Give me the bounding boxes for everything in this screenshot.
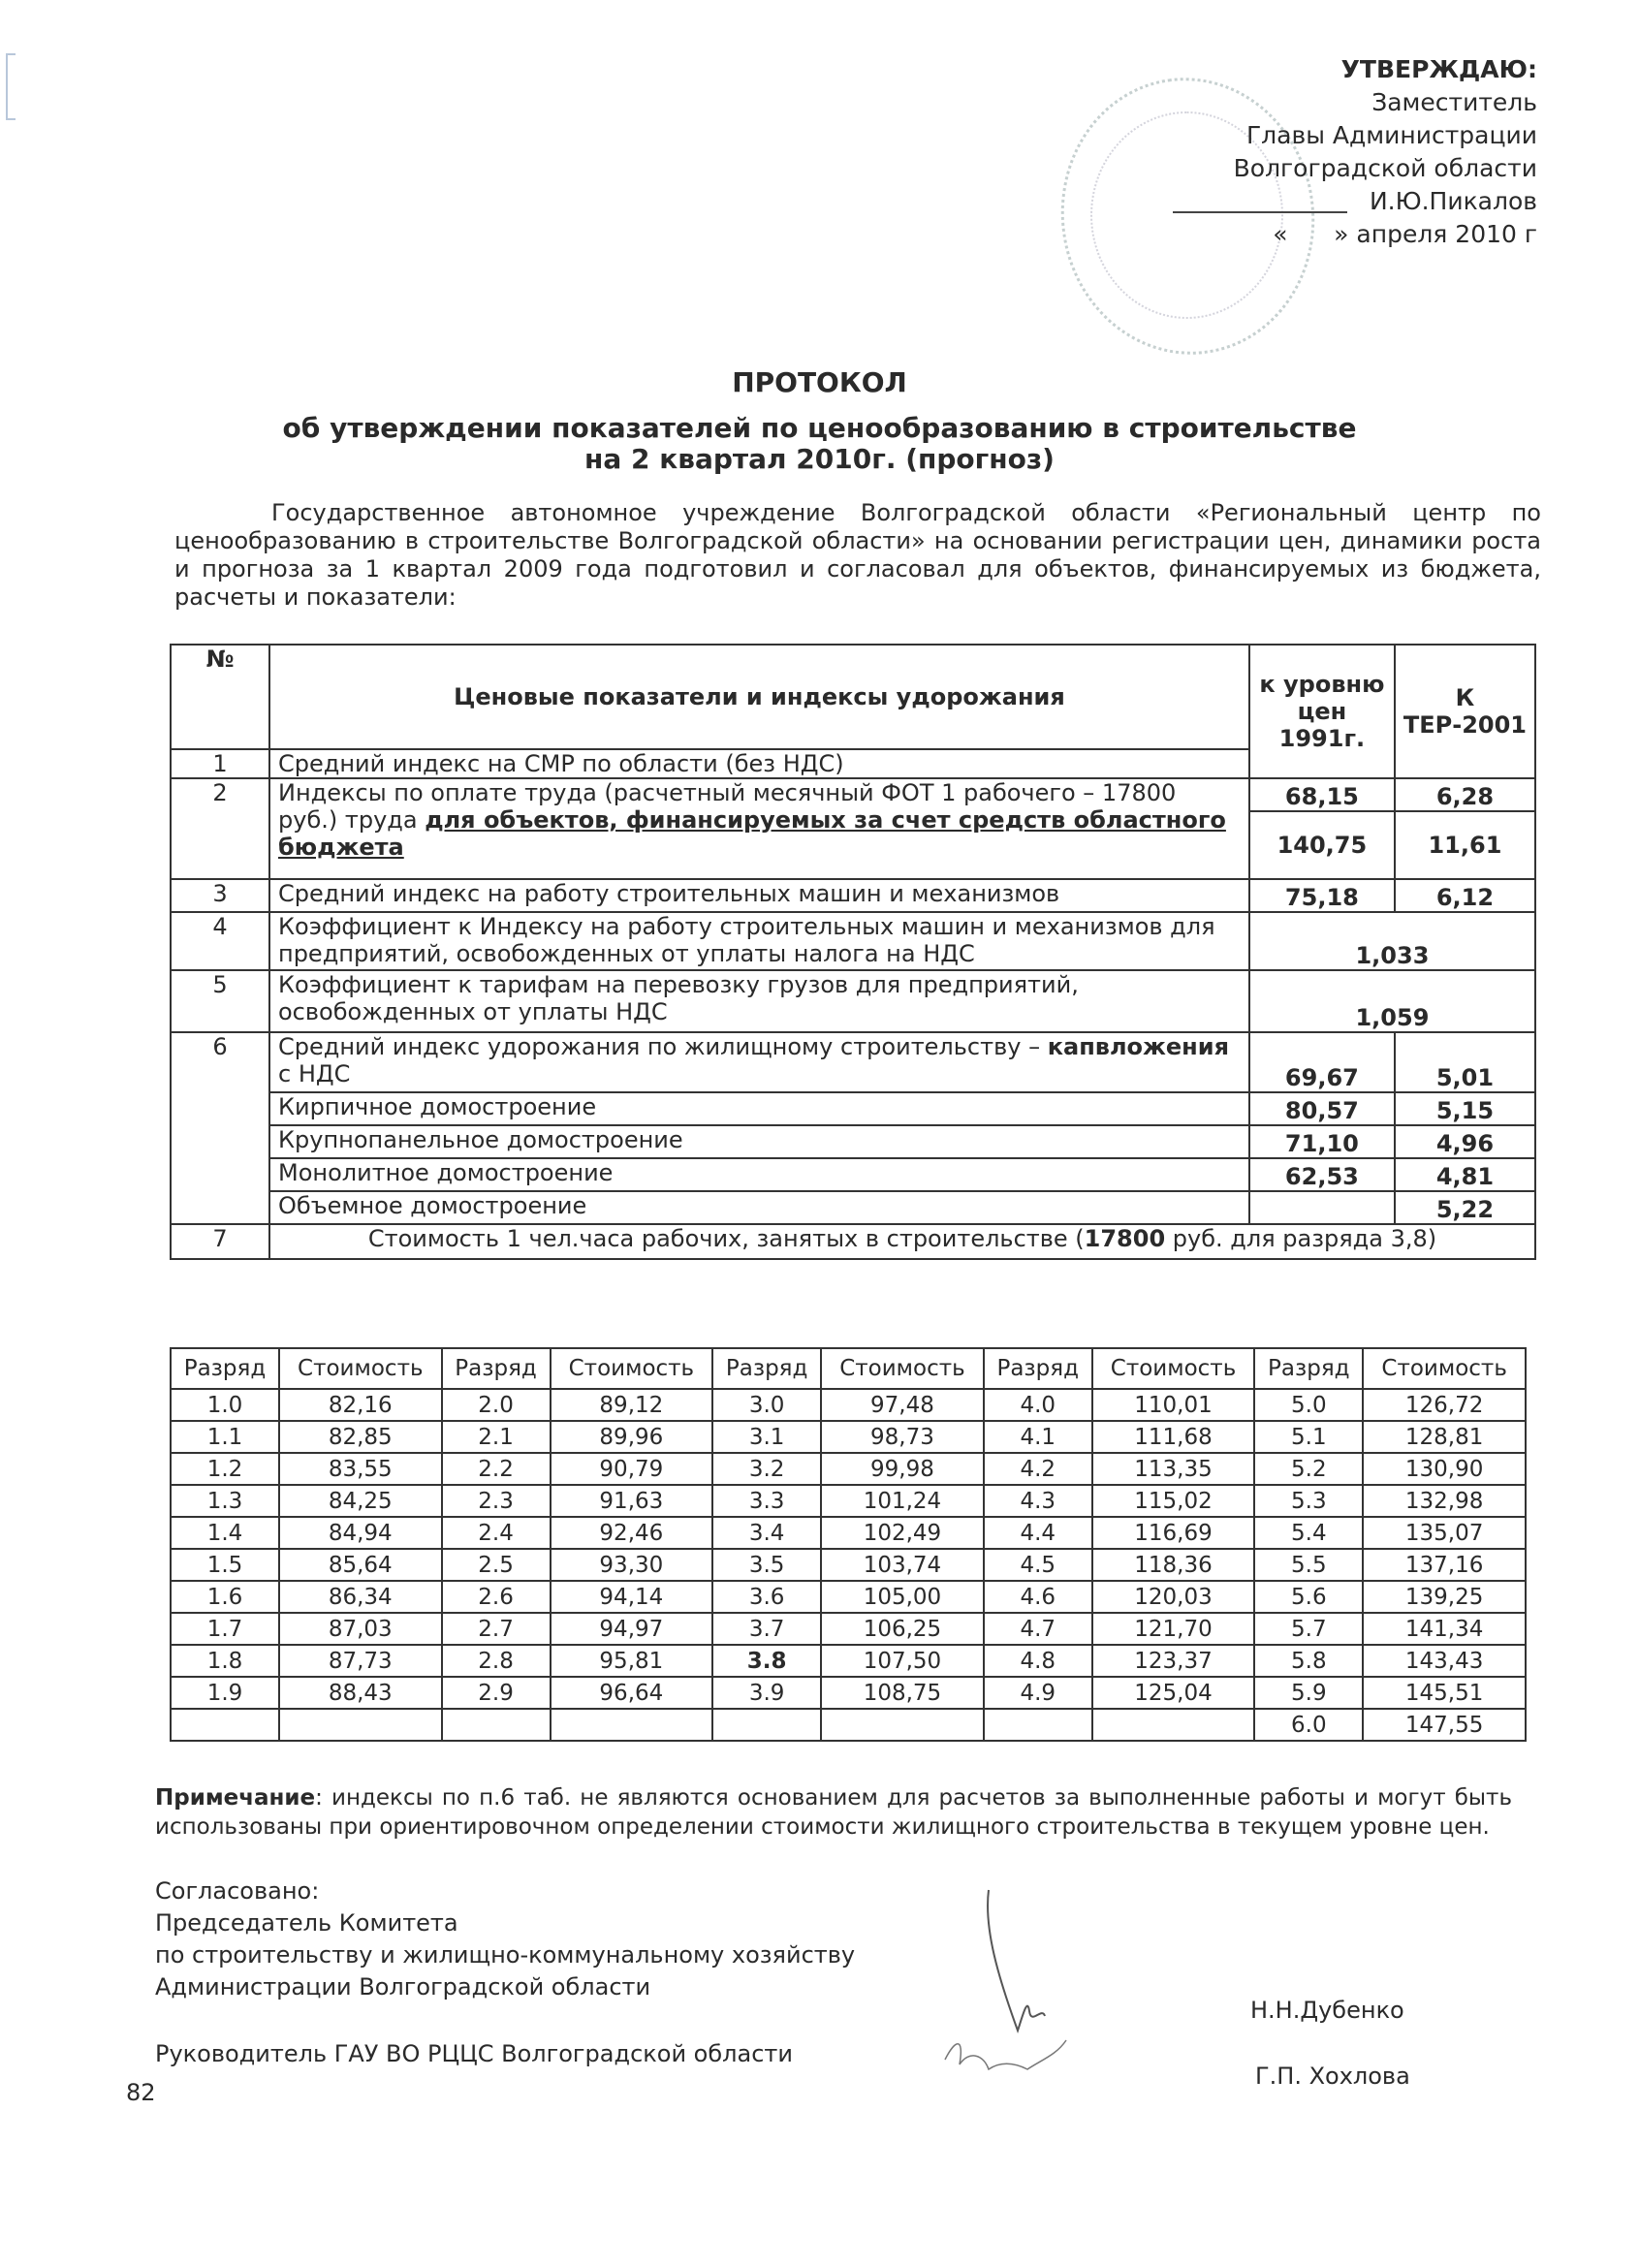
cost-cell bbox=[551, 1709, 713, 1741]
grade-cell bbox=[712, 1709, 821, 1741]
grade-cell: 6.0 bbox=[1254, 1709, 1363, 1741]
subrow-text: Монолитное домостроение bbox=[269, 1158, 1249, 1191]
grade-cell: 5.2 bbox=[1254, 1453, 1363, 1485]
cost-cell: 94,97 bbox=[551, 1613, 713, 1645]
cost-cell: 99,98 bbox=[821, 1453, 984, 1485]
grade-cell: 2.1 bbox=[442, 1421, 551, 1453]
value-ter2001: 5,01 bbox=[1395, 1032, 1535, 1092]
table-subrow bbox=[171, 1191, 1535, 1224]
wage-row bbox=[171, 1389, 1526, 1421]
grade-cell: 4.9 bbox=[984, 1677, 1092, 1709]
cost-cell: 105,00 bbox=[821, 1581, 984, 1613]
grade-cell: 3.5 bbox=[712, 1549, 821, 1581]
value-1991: 69,67 bbox=[1249, 1032, 1395, 1092]
cost-cell: 96,64 bbox=[551, 1677, 713, 1709]
grade-cell: 2.4 bbox=[442, 1517, 551, 1549]
cost-cell: 87,03 bbox=[279, 1613, 442, 1645]
cost-cell: 116,69 bbox=[1092, 1517, 1255, 1549]
wage-row bbox=[171, 1677, 1526, 1709]
grade-cell: 3.0 bbox=[712, 1389, 821, 1421]
scan-bracket-mark bbox=[6, 53, 16, 120]
agreed-label: Согласовано: bbox=[155, 1877, 320, 1905]
subrow-text: Кирпичное домостроение bbox=[269, 1092, 1249, 1125]
grade-cell: 2.7 bbox=[442, 1613, 551, 1645]
approval-line: Волгоградской области bbox=[1233, 154, 1537, 182]
cost-cell: 143,43 bbox=[1363, 1645, 1526, 1677]
grade-cell: 1.3 bbox=[171, 1485, 279, 1517]
cost-cell: 86,34 bbox=[279, 1581, 442, 1613]
wage-row bbox=[171, 1549, 1526, 1581]
grade-cell bbox=[171, 1709, 279, 1741]
grade-cell: 2.8 bbox=[442, 1645, 551, 1677]
wage-row bbox=[171, 1613, 1526, 1645]
row-text bbox=[269, 778, 1249, 879]
subrow-text: Объемное домостроение bbox=[269, 1191, 1249, 1224]
cost-cell: 126,72 bbox=[1363, 1389, 1526, 1421]
value-1991: 140,75 bbox=[1249, 811, 1395, 879]
table-header-row bbox=[171, 645, 1535, 749]
approval-heading: УТВЕРЖДАЮ: bbox=[1340, 55, 1537, 83]
cost-cell: 125,04 bbox=[1092, 1677, 1255, 1709]
cost-cell: 93,30 bbox=[551, 1549, 713, 1581]
grade-cell: 3.6 bbox=[712, 1581, 821, 1613]
note-text: : индексы по п.6 таб. не являются основанием для расчетов за выполненные работы и могут быть использованы при ориентировочном определении стоимости жилищного строительства в текущем уровне цен. bbox=[155, 1785, 1512, 1840]
table-row bbox=[171, 1032, 1535, 1092]
header-cost: Стоимость bbox=[1363, 1348, 1526, 1389]
cost-cell: 107,50 bbox=[821, 1645, 984, 1677]
value-1991: 68,15 bbox=[1249, 778, 1395, 811]
head-title: Руководитель ГАУ ВО РЦЦС Волгоградской области bbox=[155, 2040, 793, 2067]
grade-cell: 5.3 bbox=[1254, 1485, 1363, 1517]
cost-cell: 111,68 bbox=[1092, 1421, 1255, 1453]
cost-cell: 97,48 bbox=[821, 1389, 984, 1421]
row-number: 5 bbox=[171, 970, 269, 1032]
grade-cell: 5.6 bbox=[1254, 1581, 1363, 1613]
cost-cell: 101,24 bbox=[821, 1485, 984, 1517]
grade-cell: 3.7 bbox=[712, 1613, 821, 1645]
approval-line: Главы Администрации bbox=[1245, 121, 1537, 149]
cost-cell: 94,14 bbox=[551, 1581, 713, 1613]
cost-cell: 121,70 bbox=[1092, 1613, 1255, 1645]
value-1991: 62,53 bbox=[1249, 1158, 1395, 1191]
grade-cell: 2.9 bbox=[442, 1677, 551, 1709]
wage-row bbox=[171, 1645, 1526, 1677]
cost-cell: 103,74 bbox=[821, 1549, 984, 1581]
grade-cell: 3.4 bbox=[712, 1517, 821, 1549]
cost-cell: 130,90 bbox=[1363, 1453, 1526, 1485]
grade-cell: 1.2 bbox=[171, 1453, 279, 1485]
cost-cell: 84,94 bbox=[279, 1517, 442, 1549]
cost-cell: 82,85 bbox=[279, 1421, 442, 1453]
grade-cell: 3.2 bbox=[712, 1453, 821, 1485]
grade-cell: 1.6 bbox=[171, 1581, 279, 1613]
table-subrow bbox=[171, 1092, 1535, 1125]
cost-cell: 95,81 bbox=[551, 1645, 713, 1677]
approval-date: « » апреля 2010 г bbox=[1273, 220, 1537, 248]
header-cost: Стоимость bbox=[821, 1348, 984, 1389]
grade-cell: 1.4 bbox=[171, 1517, 279, 1549]
cost-cell: 91,63 bbox=[551, 1485, 713, 1517]
grade-cell: 4.3 bbox=[984, 1485, 1092, 1517]
grade-cell: 2.6 bbox=[442, 1581, 551, 1613]
grade-cell: 2.5 bbox=[442, 1549, 551, 1581]
value-1991: 71,10 bbox=[1249, 1125, 1395, 1158]
document-title: ПРОТОКОЛ bbox=[732, 366, 907, 398]
header-grade: Разряд bbox=[712, 1348, 821, 1389]
table-row bbox=[171, 912, 1535, 970]
header-grade: Разряд bbox=[171, 1348, 279, 1389]
row-text: Коэффициент к Индексу на работу строительных машин и механизмов для предприятий, освобожденных от уплаты налога на НДС bbox=[269, 912, 1249, 970]
grade-cell: 5.1 bbox=[1254, 1421, 1363, 1453]
cost-cell: 128,81 bbox=[1363, 1421, 1526, 1453]
header-cost: Стоимость bbox=[551, 1348, 713, 1389]
row-text: Средний индекс на работу строительных машин и механизмов bbox=[269, 879, 1249, 912]
cost-cell: 141,34 bbox=[1363, 1613, 1526, 1645]
row-text: Коэффициент к тарифам на перевозку грузов для предприятий, освобожденных от уплаты НДС bbox=[269, 970, 1249, 1032]
header-cost: Стоимость bbox=[279, 1348, 442, 1389]
row-number: 4 bbox=[171, 912, 269, 970]
cost-cell: 123,37 bbox=[1092, 1645, 1255, 1677]
row-text: Средний индекс на СМР по области (без НДС) bbox=[269, 749, 1249, 778]
grade-cell: 1.7 bbox=[171, 1613, 279, 1645]
value-ter2001: 6,28 bbox=[1395, 778, 1535, 811]
value-ter2001: 11,61 bbox=[1395, 811, 1535, 879]
price-indices-table bbox=[170, 644, 1536, 1260]
grade-cell: 3.8 bbox=[712, 1645, 821, 1677]
approval-line: И.Ю.Пикалов bbox=[1369, 187, 1537, 215]
grade-cell bbox=[442, 1709, 551, 1741]
note-label: Примечание bbox=[155, 1785, 316, 1811]
table-subrow bbox=[171, 1125, 1535, 1158]
row-number: 1 bbox=[171, 749, 269, 778]
cost-cell: 139,25 bbox=[1363, 1581, 1526, 1613]
row-text-plain: Индексы по оплате труда (расчетный месячный ФОТ 1 рабочего – 17800 руб.) труда bbox=[278, 779, 1177, 834]
grade-cell: 4.7 bbox=[984, 1613, 1092, 1645]
cost-cell: 87,73 bbox=[279, 1645, 442, 1677]
value-merged: 1,059 bbox=[1249, 970, 1535, 1032]
grade-cell: 5.5 bbox=[1254, 1549, 1363, 1581]
wage-row bbox=[171, 1517, 1526, 1549]
row-number: 3 bbox=[171, 879, 269, 912]
grade-cell: 4.5 bbox=[984, 1549, 1092, 1581]
value-ter2001: 4,96 bbox=[1395, 1125, 1535, 1158]
table-subrow bbox=[171, 1158, 1535, 1191]
document-period: на 2 квартал 2010г. (прогноз) bbox=[584, 443, 1055, 475]
approval-line: Заместитель bbox=[1371, 88, 1537, 116]
cost-cell: 82,16 bbox=[279, 1389, 442, 1421]
agreed-position: по строительству и жилищно-коммунальному хозяйству bbox=[155, 1941, 856, 1969]
cost-cell: 89,96 bbox=[551, 1421, 713, 1453]
row-text bbox=[269, 1032, 1249, 1092]
intro-paragraph bbox=[174, 499, 1541, 612]
wage-row bbox=[171, 1421, 1526, 1453]
header-cost: Стоимость bbox=[1092, 1348, 1255, 1389]
cost-cell: 98,73 bbox=[821, 1421, 984, 1453]
cost-cell: 135,07 bbox=[1363, 1517, 1526, 1549]
header-number: № bbox=[171, 645, 269, 749]
grade-cell bbox=[984, 1709, 1092, 1741]
table-row bbox=[171, 778, 1535, 811]
cost-cell: 102,49 bbox=[821, 1517, 984, 1549]
cost-cell: 83,55 bbox=[279, 1453, 442, 1485]
grade-cell: 4.4 bbox=[984, 1517, 1092, 1549]
cost-cell: 118,36 bbox=[1092, 1549, 1255, 1581]
row-number: 2 bbox=[171, 778, 269, 879]
cost-cell: 84,25 bbox=[279, 1485, 442, 1517]
row-text-bold: 17800 bbox=[1084, 1225, 1166, 1252]
grade-cell: 3.9 bbox=[712, 1677, 821, 1709]
row-number: 7 bbox=[171, 1224, 269, 1259]
cost-cell: 110,01 bbox=[1092, 1389, 1255, 1421]
document-subtitle: об утверждении показателей по ценообразованию в строительстве bbox=[282, 412, 1357, 444]
table-row bbox=[171, 1224, 1535, 1259]
grade-cell: 2.0 bbox=[442, 1389, 551, 1421]
wage-row bbox=[171, 1581, 1526, 1613]
row-text-plain: Средний индекс удорожания по жилищному строительству – bbox=[278, 1033, 1048, 1060]
grade-cell: 1.9 bbox=[171, 1677, 279, 1709]
wage-header-row bbox=[171, 1348, 1526, 1389]
cost-cell bbox=[279, 1709, 442, 1741]
cost-cell: 145,51 bbox=[1363, 1677, 1526, 1709]
note bbox=[155, 1783, 1512, 1842]
header-grade: Разряд bbox=[1254, 1348, 1363, 1389]
value-ter2001: 6,12 bbox=[1395, 879, 1535, 912]
row-text-emphasis: для объектов, финансируемых за счет средств областного бюджета bbox=[278, 806, 1226, 861]
agreed-position: Председатель Комитета bbox=[155, 1909, 458, 1937]
handwritten-signature bbox=[930, 1871, 1124, 2103]
grade-cell: 4.0 bbox=[984, 1389, 1092, 1421]
grade-cell: 5.7 bbox=[1254, 1613, 1363, 1645]
grade-cell: 5.8 bbox=[1254, 1645, 1363, 1677]
wage-row bbox=[171, 1485, 1526, 1517]
value-ter2001: 5,22 bbox=[1395, 1191, 1535, 1224]
agreement-block bbox=[155, 1875, 855, 2003]
grade-cell: 2.3 bbox=[442, 1485, 551, 1517]
grade-cell: 1.8 bbox=[171, 1645, 279, 1677]
header-indicator: Ценовые показатели и индексы удорожания bbox=[269, 645, 1249, 749]
grade-cell: 5.0 bbox=[1254, 1389, 1363, 1421]
cost-cell: 88,43 bbox=[279, 1677, 442, 1709]
value-ter2001: 5,15 bbox=[1395, 1092, 1535, 1125]
value-merged: 1,033 bbox=[1249, 912, 1535, 970]
row-text bbox=[269, 1224, 1535, 1259]
cost-cell bbox=[821, 1709, 984, 1741]
value-1991 bbox=[1249, 1191, 1395, 1224]
cost-cell: 108,75 bbox=[821, 1677, 984, 1709]
grade-cell: 1.5 bbox=[171, 1549, 279, 1581]
grade-cell: 3.1 bbox=[712, 1421, 821, 1453]
value-1991: 80,57 bbox=[1249, 1092, 1395, 1125]
grade-cell: 3.3 bbox=[712, 1485, 821, 1517]
header-grade: Разряд bbox=[442, 1348, 551, 1389]
row-text-plain: Стоимость 1 чел.часа рабочих, занятых в строительстве ( bbox=[367, 1225, 1085, 1252]
cost-cell: 85,64 bbox=[279, 1549, 442, 1581]
cost-cell: 106,25 bbox=[821, 1613, 984, 1645]
grade-cell: 5.9 bbox=[1254, 1677, 1363, 1709]
cost-cell: 92,46 bbox=[551, 1517, 713, 1549]
cost-cell: 113,35 bbox=[1092, 1453, 1255, 1485]
signatory-name-2: Г.П. Хохлова bbox=[1255, 2063, 1410, 2090]
value-1991: 75,18 bbox=[1249, 879, 1395, 912]
header-grade: Разряд bbox=[984, 1348, 1092, 1389]
row-text-tail: с НДС bbox=[278, 1060, 351, 1087]
approval-block bbox=[1234, 53, 1537, 251]
cost-cell: 90,79 bbox=[551, 1453, 713, 1485]
header-ter2001: К ТЕР-2001 bbox=[1395, 645, 1535, 778]
table-row bbox=[171, 879, 1535, 912]
cost-cell: 89,12 bbox=[551, 1389, 713, 1421]
grade-cell: 2.2 bbox=[442, 1453, 551, 1485]
intro-text: Государственное автономное учреждение Волгоградской области «Региональный центр по ценообразованию в строительстве Волгоградской области» на основании регистрации цен, динамики роста и прогноза за 1 квартал 2009 года подготовил и согласовал для объектов, финансируемых из бюджета, расчеты и показатели: bbox=[174, 499, 1541, 611]
grade-cell: 4.6 bbox=[984, 1581, 1092, 1613]
wage-grade-table bbox=[170, 1347, 1527, 1742]
wage-row bbox=[171, 1709, 1526, 1741]
cost-cell: 120,03 bbox=[1092, 1581, 1255, 1613]
header-1991: к уровню цен 1991г. bbox=[1249, 645, 1395, 778]
grade-cell: 4.1 bbox=[984, 1421, 1092, 1453]
cost-cell: 132,98 bbox=[1363, 1485, 1526, 1517]
grade-cell: 4.2 bbox=[984, 1453, 1092, 1485]
value-ter2001: 4,81 bbox=[1395, 1158, 1535, 1191]
row-number: 6 bbox=[171, 1032, 269, 1224]
grade-cell: 5.4 bbox=[1254, 1517, 1363, 1549]
cost-cell: 115,02 bbox=[1092, 1485, 1255, 1517]
subrow-text: Крупнопанельное домостроение bbox=[269, 1125, 1249, 1158]
cost-cell: 137,16 bbox=[1363, 1549, 1526, 1581]
row-text-bold: капвложения bbox=[1047, 1033, 1229, 1060]
page-number: 82 bbox=[126, 2079, 156, 2106]
grade-cell: 4.8 bbox=[984, 1645, 1092, 1677]
signatory-name-1: Н.Н.Дубенко bbox=[1250, 1997, 1404, 2024]
agreed-position: Администрации Волгоградской области bbox=[155, 1973, 651, 2000]
grade-cell: 1.1 bbox=[171, 1421, 279, 1453]
cost-cell: 147,55 bbox=[1363, 1709, 1526, 1741]
grade-cell: 1.0 bbox=[171, 1389, 279, 1421]
table-row bbox=[171, 970, 1535, 1032]
wage-row bbox=[171, 1453, 1526, 1485]
approval-signature-line bbox=[1173, 211, 1347, 213]
row-text-tail: руб. для разряда 3,8) bbox=[1165, 1225, 1437, 1252]
cost-cell bbox=[1092, 1709, 1255, 1741]
